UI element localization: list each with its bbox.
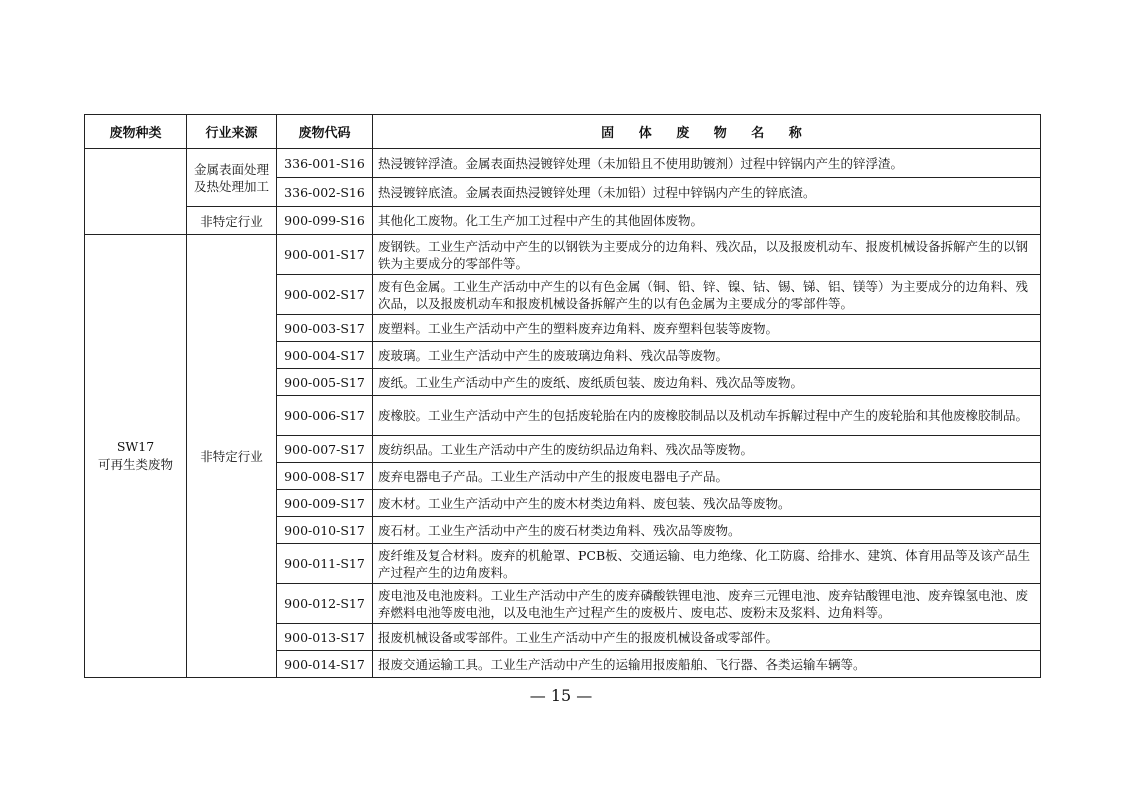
waste-description: 废钢铁。工业生产活动中产生的以钢铁为主要成分的边角料、残次品，以及报废机动车、报废机械设备拆解产生的以钢铁为主要成分的零部件等。 bbox=[373, 235, 1041, 275]
waste-code: 900-008-S17 bbox=[277, 463, 373, 490]
waste-code: 900-013-S17 bbox=[277, 624, 373, 651]
waste-description: 其他化工废物。化工生产加工过程中产生的其他固体废物。 bbox=[373, 207, 1041, 235]
waste-description: 废纸。工业生产活动中产生的废纸、废纸质包装、废边角料、残次品等废物。 bbox=[373, 369, 1041, 396]
table-header-row bbox=[85, 115, 1041, 149]
waste-description: 热浸镀锌浮渣。金属表面热浸镀锌处理（未加铅且不使用助镀剂）过程中锌锅内产生的锌浮渣。 bbox=[373, 149, 1041, 178]
waste-description: 热浸镀锌底渣。金属表面热浸镀锌处理（未加铅）过程中锌锅内产生的锌底渣。 bbox=[373, 178, 1041, 207]
category-name: 可再生类废物 bbox=[97, 457, 173, 472]
waste-code: 900-014-S17 bbox=[277, 651, 373, 678]
waste-description: 废塑料。工业生产活动中产生的塑料废弃边角料、废弃塑料包装等废物。 bbox=[373, 315, 1041, 342]
industry-cell: 非特定行业 bbox=[187, 235, 277, 678]
waste-description: 报废交通运输工具。工业生产活动中产生的运输用报废船舶、飞行器、各类运输车辆等。 bbox=[373, 651, 1041, 678]
waste-code: 900-004-S17 bbox=[277, 342, 373, 369]
waste-description: 废木材。工业生产活动中产生的废木材类边角料、废包装、残次品等废物。 bbox=[373, 490, 1041, 517]
page-number: — 15 — bbox=[529, 686, 593, 705]
waste-code: 900-001-S17 bbox=[277, 235, 373, 275]
table-row bbox=[85, 149, 1041, 178]
header-industry: 行业来源 bbox=[187, 115, 277, 149]
waste-code: 900-012-S17 bbox=[277, 584, 373, 624]
waste-code: 900-003-S17 bbox=[277, 315, 373, 342]
waste-code: 336-001-S16 bbox=[277, 149, 373, 178]
waste-description: 废纺织品。工业生产活动中产生的废纺织品边角料、残次品等废物。 bbox=[373, 436, 1041, 463]
category-code: SW17 bbox=[116, 439, 155, 454]
header-name: 固 体 废 物 名 称 bbox=[373, 115, 1041, 149]
waste-code: 900-006-S17 bbox=[277, 396, 373, 436]
waste-description: 废电池及电池废料。工业生产活动中产生的废弃磷酸铁锂电池、废弃三元锂电池、废弃钴酸锂电池、废弃镍氢电池、废弃燃料电池等废电池，以及电池生产过程产生的废极片、废电芯、废粉末及浆料、边角料等。 bbox=[373, 584, 1041, 624]
waste-description: 废石材。工业生产活动中产生的废石材类边角料、残次品等废物。 bbox=[373, 517, 1041, 544]
header-category: 废物种类 bbox=[85, 115, 187, 149]
industry-cell: 金属表面处理及热处理加工 bbox=[187, 149, 277, 207]
waste-code: 900-010-S17 bbox=[277, 517, 373, 544]
table-row bbox=[85, 207, 1041, 235]
waste-description: 废橡胶。工业生产活动中产生的包括废轮胎在内的废橡胶制品以及机动车拆解过程中产生的废轮胎和其他废橡胶制品。 bbox=[373, 396, 1041, 436]
header-code: 废物代码 bbox=[277, 115, 373, 149]
waste-description: 废玻璃。工业生产活动中产生的废玻璃边角料、残次品等废物。 bbox=[373, 342, 1041, 369]
waste-description: 废纤维及复合材料。废弃的机舱罩、PCB板、交通运输、电力绝缘、化工防腐、给排水、建筑、体育用品等及该产品生产过程产生的边角废料。 bbox=[373, 544, 1041, 584]
waste-code: 900-099-S16 bbox=[277, 207, 373, 235]
waste-code: 900-002-S17 bbox=[277, 275, 373, 315]
table-row bbox=[85, 235, 1041, 275]
waste-description: 报废机械设备或零部件。工业生产活动中产生的报废机械设备或零部件。 bbox=[373, 624, 1041, 651]
waste-catalog-table bbox=[84, 114, 1041, 678]
waste-description: 废有色金属。工业生产活动中产生的以有色金属（铜、铅、锌、镍、钴、锡、锑、铝、镁等）为主要成分的边角料、残次品，以及报废机动车和报废机械设备拆解产生的以有色金属为主要成分的零部件等。 bbox=[373, 275, 1041, 315]
waste-code: 900-011-S17 bbox=[277, 544, 373, 584]
waste-code: 900-005-S17 bbox=[277, 369, 373, 396]
waste-code: 900-009-S17 bbox=[277, 490, 373, 517]
industry-cell: 非特定行业 bbox=[187, 207, 277, 235]
waste-description: 废弃电器电子产品。工业生产活动中产生的报废电器电子产品。 bbox=[373, 463, 1041, 490]
category-cell-empty bbox=[85, 149, 187, 235]
waste-code: 900-007-S17 bbox=[277, 436, 373, 463]
category-cell bbox=[85, 235, 187, 678]
waste-code: 336-002-S16 bbox=[277, 178, 373, 207]
